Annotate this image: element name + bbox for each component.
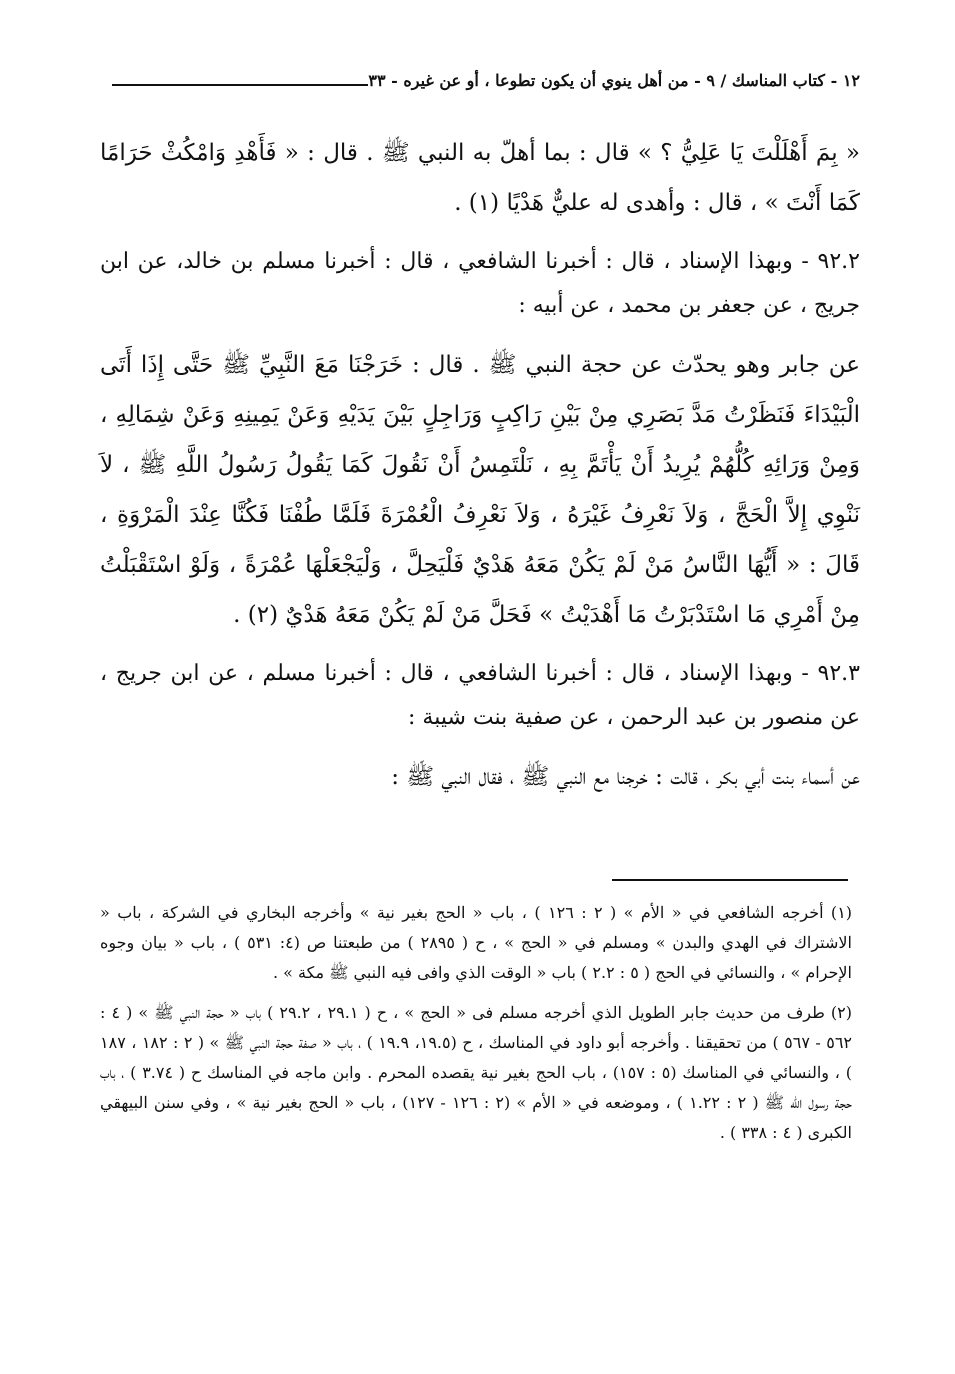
footnote-separator — [612, 879, 848, 881]
footnote-2: (٢) طرف من حديث جابر الطويل الذي أخرجه مسلم فى « الحج » ، ح ( ٢٩.١ ، ٢٩.٢ ) باب « حجة النبي ﷺ » ( ٤ : ٥٦٢ - ٥٦٧ ) من تحقيقنا . وأخرجه أبو داود في المناسك ، ح (١٩.٥، ١٩.٩ ) ، باب « صفة حجة النبي ﷺ » ( ٢ : ١٨٢ ، ١٨٧ ) ، والنسائي في المناسك (٥ : ١٥٧) ، باب الحج بغير نية يقصده المحرم . وابن ماجه في المناسك ح ( ٣.٧٤ ) ، باب حجة رسول الله ﷺ ( ٢ : ١.٢٢ ) ، وموضعه في « الأم » (٢ : ١٢٦ - ١٢٧) ، باب « الحج بغير نية » ، وفي سنن البيهقي الكبرى ( ٤ : ٣٣٨ ) . — [100, 1003, 853, 1142]
running-header — [100, 70, 860, 92]
hadith-text: عن أسماء بنت أبي بكر ، قالت : خرجنا مع النبي ﷺ ، فقال النبي ﷺ : — [391, 764, 860, 790]
running-header-text: ١٢ - كتاب المناسك / ٩ - من أهل ينوي أن يكون تطوعا ، أو عن غيره - ٣٣ — [368, 71, 860, 90]
header-rule — [112, 84, 368, 86]
isnad-paragraph-92-2: ٩٢.٢ - وبهذا الإسناد ، قال : أخبرنا الشافعي ، قال : أخبرنا مسلم بن خالد، عن ابن جريج ، عن جعفر بن محمد ، عن أبيه : — [100, 249, 860, 318]
hadith-text: عن جابر وهو يحدّث عن حجة النبي ﷺ . قال : خَرَجْنَا مَعَ النَّبِيِّ ﷺ حَتَّى إِذَا أَتَى الْبَيْدَاءَ فَنَظَرْتُ مَدَّ بَصَرِي مِنْ بَيْنِ رَاكِبٍ وَرَاجِلٍ بَيْنَ يَدَيْهِ وَعَنْ يَمِينِهِ وَعَنْ شِمَالِهِ ، وَمِنْ وَرَائِهِ كُلُّهُمْ يُرِيدُ أَنْ يَأْتَمَّ بِهِ ، نَلْتَمِسُ أَنْ نَقُولَ كَمَا يَقُولُ رَسُولُ اللَّهِ ﷺ ، لاَ نَنْوِي إِلاَّ الْحَجَّ ، وَلاَ نَعْرِفُ غَيْرَهُ ، وَلاَ نَعْرِفُ الْعُمْرَةَ فَلَمَّا طُفْنَا فَكُنَّا عِنْدَ الْمَرْوَةِ ، قَالَ : « أَيُّهَا النَّاسُ مَنْ لَمْ يَكُنْ مَعَهُ هَدْيٌ فَلْيَحِلَّ ، وَلْيَجْعَلْهَا عُمْرَةً ، وَلَوْ اسْتَقْبَلْتُ مِنْ أَمْرِي مَا اسْتَدْبَرْتُ مَا أَهْدَيْتُ » فَحَلَّ مَنْ لَمْ يَكُنْ مَعَهُ هَدْيٌ (٢) . — [100, 352, 860, 628]
footnotes — [100, 898, 852, 1158]
isnad-paragraph-92-3: ٩٢.٣ - وبهذا الإسناد ، قال : أخبرنا الشافعي ، قال : أخبرنا مسلم ، عن ابن جريج ، عن منصور بن عبد الرحمن ، عن صفية بنت شيبة : — [100, 661, 860, 730]
footnote-1: (١) أخرجه الشافعي في « الأم » ( ٢ : ١٢٦ ) ، باب « الحج بغير نية » وأخرجه البخاري في الشركة ، باب « الاشتراك في الهدي والبدن » ومسلم في « الحج » ، ح ( ٢٨٩٥ ) من طبعتنا ص (٤: ٥٣١ ) ، باب « بيان وجوه الإحرام » ، والنسائي في الحج ( ٥ : ٢.٢ ) باب « الوقت الذي وافى فيه النبي ﷺ مكة » . — [100, 903, 853, 982]
main-text — [100, 128, 860, 814]
hadith-text: « بِمَ أَهْلَلْتَ يَا عَلِيُّ ؟ » قال : بما أهلّ به النبي ﷺ . قال : « فَأَهْدِ وَامْكُثْ حَرَامًا كَمَا أَنْتَ » ، قال : وأهدى له عليٌّ هَدْيًا (١) . — [100, 140, 860, 216]
